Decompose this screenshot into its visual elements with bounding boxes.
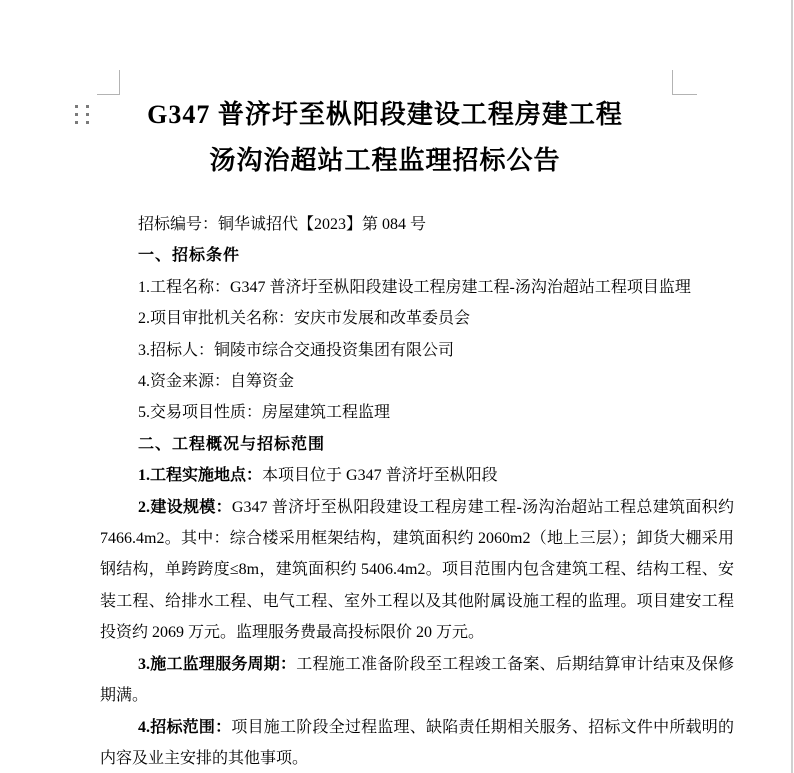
title-line-1[interactable]: G347 普济圩至枞阳段建设工程房建工程 bbox=[147, 100, 623, 129]
document-body bbox=[100, 209, 734, 773]
paragraph-text: G347 普济圩至枞阳段建设工程房建工程-汤沟治超站工程总建筑面积约 7466.4m2。其中：综合楼采用框架结构，建筑面积约 2060m2（地上三层）；卸货大棚采用钢结构，单跨跨度≤8m，建筑面积约 5406.4m2。项目范围内包含建筑工程、结构工程、安装工程、给排水工程、电气工程、室外工程以及其他附属设施工程的监理。项目建安工程投资约 2069 万元。监理服务费最高投标限价 20 万元。 bbox=[100, 498, 734, 642]
paragraph-approval-authority[interactable]: 2.项目审批机关名称：安庆市发展和改革委员会 bbox=[138, 310, 471, 328]
paragraph-project-name[interactable]: 1.工程名称：G347 普济圩至枞阳段建设工程房建工程-汤沟治超站工程项目监理 bbox=[138, 278, 691, 296]
paragraph-project-nature[interactable]: 5.交易项目性质：房屋建筑工程监理 bbox=[138, 404, 391, 422]
paragraph-project-location[interactable] bbox=[100, 460, 734, 491]
paragraph-label: 2.建设规模： bbox=[138, 498, 232, 516]
paragraph-text: 项目施工阶段全过程监理、缺陷责任期相关服务、招标文件中所载明的内容及业主安排的其他事项。 bbox=[100, 718, 734, 767]
paragraph-tender-number[interactable]: 招标编号：铜华诚招代【2023】第 084 号 bbox=[138, 216, 427, 233]
title-line-2[interactable]: 汤沟治超站工程监理招标公告 bbox=[209, 146, 561, 175]
paragraph-label: 4.招标范围： bbox=[138, 718, 232, 736]
paragraph-supervision-period[interactable] bbox=[100, 649, 734, 712]
paragraph-funding-source[interactable]: 4.资金来源：自筹资金 bbox=[138, 373, 295, 391]
paragraph-label: 1.工程实施地点： bbox=[138, 467, 263, 485]
paragraph-label: 3.施工监理服务周期： bbox=[138, 655, 297, 673]
paragraph-tender-scope[interactable] bbox=[100, 712, 734, 773]
paragraph-construction-scale[interactable] bbox=[100, 492, 734, 649]
paragraph-tenderee[interactable]: 3.招标人：铜陵市综合交通投资集团有限公司 bbox=[138, 341, 455, 359]
heading-section-2[interactable]: 二、工程概况与招标范围 bbox=[138, 435, 326, 453]
heading-section-1[interactable]: 一、招标条件 bbox=[138, 247, 241, 265]
paragraph-text: 本项目位于 G347 普济圩至枞阳段 bbox=[262, 467, 498, 485]
paragraph-text: 工程施工准备阶段至工程竣工备案、后期结算审计结束及保修期满。 bbox=[100, 655, 734, 705]
document-title bbox=[0, 92, 770, 184]
page-right-edge bbox=[791, 0, 793, 773]
